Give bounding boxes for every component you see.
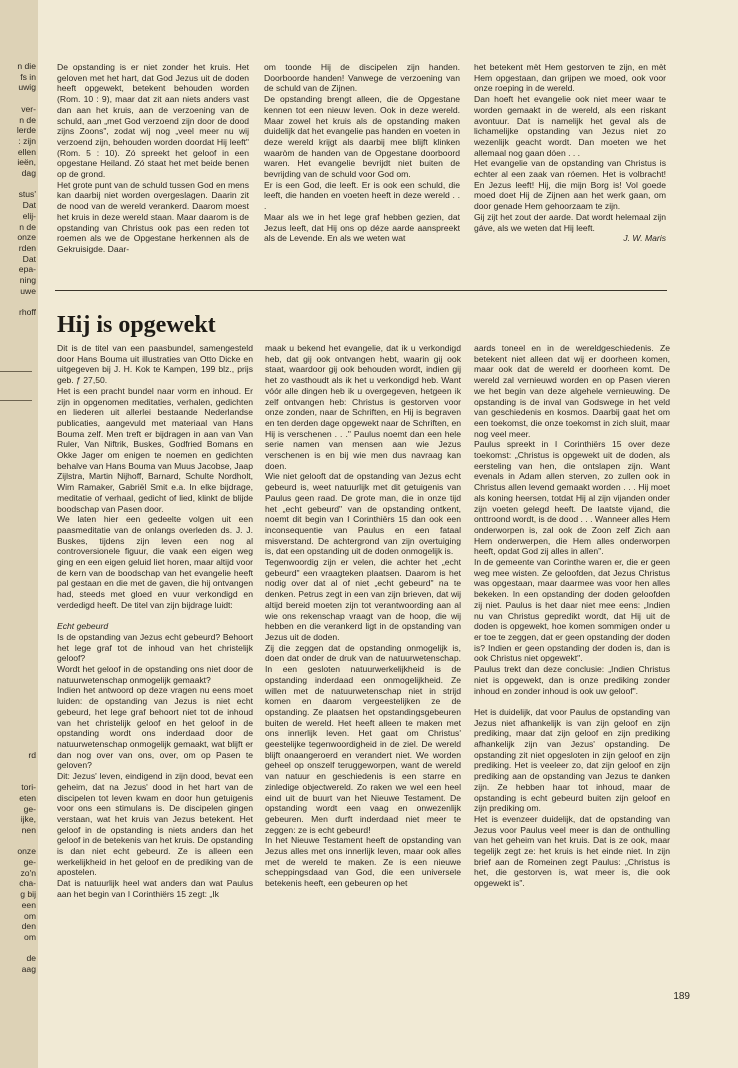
article-column-1 <box>57 343 253 900</box>
gutter-text-fragment: ge- <box>23 803 36 814</box>
paragraph: Zij die zeggen dat de opstanding onmogelijk is, doen dat onder de druk van de natuurwetenschap. In een gesloten natuurwerkelijkheid is de opstanding inderdaad een onmogelijkheid. Ze willen met de natuurwetenschap niet in strijd komen en daarom vergeestelijken ze de opstanding. Ze plaatsen het opstandingsgebeuren buiten de wereld. Het heeft alleen te maken met ons innerlijk leven. Het gaat om Christus' geestelijke tegenwoordigheid in de ziel. De wereld blijft onaangeroerd en verandert niet. We worden geheel op onszelf teruggeworpen, want de wereld van natuur en geschiedenis is een starre en zinledige objectwereld. Zo raken we wel een heel eind uit de buurt van het Nieuwe Testament. De opstanding wordt een vaag en onwezenlijk gebeuren. Men durft inderdaad niet meer te zeggen: ze is echt gebeurd! <box>265 642 461 835</box>
section-divider <box>55 290 667 291</box>
gutter-text-fragment: ijke, <box>20 814 36 825</box>
paragraph: maak u bekend het evangelie, dat ik u verkondigd heb, dat gij ook ontvangen hebt, waarin gij ook staat, waardoor gij ook behouden wordt, indien gij het zo vasthoudt als ik het u verkondigd heb. Want vóór alle dingen heb ik u overgegeven, hetgeen ik zelf ontvangen heb: Christus is gestorven voor onze zonden, naar de Schriften, en Hij is begraven en ten derden dage opgewekt naar de Schriften, en Hij is verschenen . . ." Paulus noemt dan een hele serie namen van mensen aan wie Jezus verschenen is en bij wie men dus navraag kan doen. <box>265 343 461 471</box>
paragraph: In de gemeente van Corinthe waren er, die er geen weg mee wisten. Ze geloofden, dat Jezus Christus was opgestaan, maar daarmee was voor hen alles bekeken. In een opstanding der doden geloofden zij niet. Paulus is het daar niet mee eens: „Indien nu van Christus gepredikt wordt, dat Hij uit de doden is opgewekt, hoe komen sommigen onder u er toe te zeggen, dat er geen opstanding der doden is? Indien er geen opstanding der doden is, dan is ook Christus niet opgewekt". <box>474 557 670 664</box>
paragraph: Er is een God, die leeft. Er is ook een schuld, die leeft, die handen en voeten heeft in deze wereld . . . <box>264 179 460 212</box>
gutter-text-fragment: dag <box>21 168 36 178</box>
article-column-2 <box>265 343 461 889</box>
paragraph: Dat is natuurlijk heel wat anders dan wat Paulus aan het begin van I Corinthiërs 15 zegt: „Ik <box>57 878 253 899</box>
paragraph: Het is duidelijk, dat voor Paulus de opstanding van Jezus niet afhankelijk is van zijn geloof en zijn prediking, maar dat zijn geloof en zijn prediking afhankelijk zijn van Jezus' opstanding. De opstanding zit niet opgesloten in zijn geloof en zijn prediking. Het is veeleer zo, dat zijn geloof en zijn prediking aan de opstanding van Jezus te danken zijn. Ze hebben haar tot inhoud, maar de opstanding is echt gebeurd buiten zijn geloof en zijn prediking om. <box>474 706 670 814</box>
gutter-text-fragment: cha- <box>19 878 36 889</box>
paragraph: Het evangelie van de opstanding van Christus is echter al een zaak van róemen. Het is volbracht! En Jezus leeft! Hij, die mijn Borg is! Vol goede moed doet Hij de Zijnen aan het werk gaan, om door genade Hem gehoorzaam te zijn. <box>474 158 666 212</box>
gutter-text-fragment: zo'n <box>20 867 36 878</box>
gutter-text-fragment: n de <box>19 221 36 232</box>
gutter-rule <box>0 400 32 401</box>
gutter-text-fragment: een <box>21 899 36 910</box>
paragraph: De opstanding brengt alleen, die de Opgestane kennen tot een nieuw leven. Ook in deze wereld. Maar zowel het kruis als de opstanding maken duidelijk dat het evangelie pas handen en voeten in deze wereld krijgt als daarbij mee blijft klinken waaròm de handen van de Opgestane doorboord waren. Het evangelie bevrijdt niet buiten de bevrijding van de schuld voor God om. <box>264 94 460 180</box>
gutter-text-fragment: g bij <box>20 889 36 900</box>
gutter-text-fragment: Dat <box>22 200 36 211</box>
gutter-text-fragment: stus' <box>18 189 36 200</box>
gutter-text-fragment: n die <box>17 61 36 71</box>
paragraph: We laten hier een gedeelte volgen uit een paasmeditatie van de onlangs overleden ds. J. J. Buskes, tijdens zijn leven een nog al controversionele figuur, die vaak een eigen weg ging en een eigen geluid liet horen, maar altijd voor de kern van de boodschap van het evangelie heeft pal gestaan en die met de gaven, die hij ontvangen had, steeds met gloed en vuur verkondigd en verdedigd heeft. De titel van zijn bijdrage luidt: <box>57 514 253 610</box>
paragraph: Paulus trekt dan deze conclusie: „Indien Christus niet is opgewekt, dan is onze prediking zonder inhoud en zonder inhoud is ook uw geloof". <box>474 664 670 696</box>
paragraph: Maar als we in het lege graf hebben gezien, dat Jezus leeft, dat Hij ons op déze aarde aanspreekt als de Levende. En als we weten wat <box>264 211 460 244</box>
gutter-text-fragment: rd <box>28 750 36 760</box>
gutter-text-fragment: de <box>26 953 36 964</box>
gutter-text-fragment: onze <box>17 846 36 857</box>
paragraph: Gij zijt het zout der aarde. Dat wordt helemaal zijn gáve, als we weten dat Hij leeft. <box>474 211 666 233</box>
gutter-text-fragment: den <box>21 921 36 932</box>
previous-page-margin <box>0 0 38 1068</box>
paragraph: Het grote punt van de schuld tussen God en mens kan daarbij niet worden overgeslagen. Daarin zit de nood van de wereld verankerd. Daarom moest het kruis in deze wereld staan. Maar daarom is de opstanding van Christus ook pas een reden tot roemen als we de Opgestane herkennen als de Gekruisigde. Daar- <box>57 179 249 254</box>
gutter-text-fragment: om <box>24 931 36 942</box>
paragraph: Indien het antwoord op deze vragen nu eens moet luiden: de opstanding van Jezus is niet echt gebeurd, het lege graf behoort niet tot de inhoud van het christelijk geloof en het geloof in de opstanding wordt ons inderdaad door de natuurwetenschap onmogelijk gemaakt, wat blijft er dan nog over van ons, over, om op Pasen te geloven? <box>57 685 253 771</box>
top-article-column-3 <box>474 62 666 244</box>
paragraph: aards toneel en in de wereldgeschiedenis. Ze betekent niet alleen dat wij er doorheen komen, maar ook dat de wereld er doorheen komt. De wereld zal vernieuwd worden en op Pasen vieren we het begin van deze algehele vernieuwing. De opstanding is de inval van Godswege in het veld van geschiedenis en kosmos. Daarbij gaat het om een toekomst, die onze toekomst in zich sluit, maar nog veel meer. <box>474 343 670 439</box>
top-article-column-2 <box>264 62 460 244</box>
paragraph: Het is evenzeer duidelijk, dat de opstanding van Jezus voor Paulus veel meer is dan de onthulling van het geheim van het kruis. Dat is ze ook, maar tegelijk zegt ze: het kruis is het einde niet. In zijn brief aan de Romeinen zegt Paulus: „Christus is het, die gestorven is, wat meer is, die ook opgewekt is". <box>474 813 670 889</box>
gutter-text-fragment: ning <box>19 275 36 285</box>
gutter-text-fragment: ieën, <box>17 157 36 168</box>
gutter-text-fragment: aag <box>21 964 36 974</box>
gutter-text-fragment: Dat <box>22 253 36 264</box>
gutter-text-fragment: rden <box>18 242 36 253</box>
gutter-text-fragment: onze <box>17 232 36 243</box>
paragraph: om toonde Hij de discipelen zijn handen. Doorboorde handen! Vanwege de verzoening van de schuld van de Zijnen. <box>264 62 460 94</box>
paragraph: Dit: Jezus' leven, eindigend in zijn dood, bevat een geheim, dat na Jezus' dood in het hart van de discipelen tot leven kwam en door hun getuigenis voor ons een stimulans is. De discipelen gingen verstaan, wat het kruis van Jezus betekent. Het geloof in de opstanding is niets anders dan het geloof in de betekenis van het kruis. De opstanding is dan niet echt gebeurd. Ze is alleen een werkelijkheid in het geloof en de prediking van de apostelen. <box>57 771 253 878</box>
paragraph: Wordt het geloof in de opstanding ons niet door de natuurwetenschap onmogelijk gemaakt? <box>57 664 253 685</box>
gutter-text-fragment: epa- <box>18 264 36 275</box>
gutter-text-fragment: uwe <box>20 285 36 296</box>
gutter-text-fragment: ge- <box>23 857 36 867</box>
gutter-text-fragment: om <box>24 910 36 921</box>
paragraph: Wie niet gelooft dat de opstanding van Jezus echt gebeurd is, weet natuurlijk met dit getuigenis van Paulus geen raad. De grote man, die in onze tijd het „echt gebeurd" van de opstanding ontkent, noemt dit begin van I Corinthiërs 15 dan ook een inconsequentie van Paulus en een fataal misverstand. De achtergrond van zijn overtuiging is, dat een opstanding uit de doden onmogelijk is. <box>265 471 461 557</box>
gutter-text-fragment: elij- <box>22 210 36 221</box>
gutter-text-fragment: uwig <box>18 82 36 93</box>
paragraph: Dan hoeft het evangelie ook niet meer waar te worden gemaakt in de wereld, als een riskant avontuur. Dat is namelijk het geval als de lichamelijke opstanding van Jezus niet zo wezenlijk geacht wordt. Dan moeten we het allemaal nog gaan dóen . . . <box>474 94 666 158</box>
gutter-text-fragment: fs in <box>20 71 36 82</box>
gutter-text-fragment: lerde <box>16 125 36 136</box>
paragraph: Tegenwoordig zijn er velen, die achter het „echt gebeurd" een vraagteken plaatsen. Daarom is het nodig over dat al of niet „echt gebeurd" na te denken. Petrus zegt in een van zijn brieven, dat wij altijd bereid moeten zijn tot verantwoording aan al wie ons rekenschap vraagt van de hoop, die wij hebben en die verankerd ligt in de opstanding van Jezus uit de doden. <box>265 557 461 642</box>
gutter-text-fragment: : zijn <box>18 135 36 146</box>
paragraph: In het Nieuwe Testament heeft de opstanding van Jezus alles met ons innerlijk leven, maar ook alles met de wereld te maken. Ze is een nieuwe scheppingsdaad van God, die een universele betekenis heeft, een gebeuren op het <box>265 835 461 889</box>
paragraph: De opstanding is er niet zonder het kruis. Het geloven met het hart, dat God Jezus uit de doden heeft opgewekt, betekent behouden worden (Rom. 10 : 9), maar dat zit aan niets anders vast dan aan het kruis, aan de verzoening van de schuld, aan „met God verzoend zijn door de dood zijns Zoons", zodat wij nog „veel meer nu wij verzoend zijn, behouden worden doordat Hij leeft" (Rom. 5 : 10). Zó spreekt het geloof in een opgestane Heiland. Zó staat het met beide benen op de grond. <box>57 62 249 180</box>
page-number: 189 <box>673 991 690 1002</box>
paragraph: het betekent mèt Hem gestorven te zijn, en mèt Hem opgestaan, dan grijpen we moed, ook voor onze roeping in de wereld. <box>474 62 666 94</box>
gutter-text-fragment: ver- <box>21 103 36 114</box>
article-title: Hij is opgewekt <box>57 312 216 338</box>
article-column-3 <box>474 343 670 889</box>
gutter-rule <box>0 371 32 372</box>
paragraph: Dit is de titel van een paasbundel, samengesteld door Hans Bouma uit illustraties van Otto Dicke en uitgegeven bij J. H. Kok te Kampen, 199 blz., prijs geb. ƒ 27,50. <box>57 343 253 386</box>
paragraph: Het is een pracht bundel naar vorm en inhoud. Er zijn in opgenomen meditaties, verhalen, gedichten en liederen uit allerlei bestaande Nederlandse publicaties, aangevuld met materiaal van Hans Bouma zelf. Men treft er bijdragen in aan van Van Ruler, Van Niftrik, Buskes, Godfried Bomans en Okke Jager om enigen te noemen en gedichten behalve van Hans Bouma van Muus Jacobse, Jaap Zijlstra, Martin Nijhoff, Barnard, Schulte Nordholt, Wim Ramaker, Gabriël Smit e.a. In elke bijdrage, meditatie of verhaal, gedicht of lied, klinkt de blijde boodschap van Pasen door. <box>57 385 253 514</box>
top-article-column-1 <box>57 62 249 255</box>
author-signature: J. W. Maris <box>623 233 666 244</box>
paragraph: Is de opstanding van Jezus echt gebeurd? Behoort het lege graf tot de inhoud van het christelijk geloof? <box>57 631 253 664</box>
gutter-text-fragment: eten <box>19 792 36 803</box>
gutter-text-fragment: ellen <box>17 146 36 157</box>
subheading: Echt gebeurd <box>57 621 109 632</box>
gutter-text-fragment: tori- <box>21 782 36 793</box>
gutter-text-fragment: rhoff <box>18 307 36 318</box>
gutter-text-fragment: nen <box>21 824 36 835</box>
gutter-text-fragment: n de <box>19 114 36 125</box>
paragraph: Paulus spreekt in I Corinthiërs 15 over deze toekomst: „Christus is opgewekt uit de doden, als eersteling van hen, die ontslapen zijn. Want evenals in Adam allen sterven, zo zullen ook in Christus allen levend gemaakt worden . . . Hij moet als koning heersen, totdat Hij al zijn vijanden onder zijn voeten gelegd heeft. De laatste vijand, die onttroond wordt, is de dood . . . Wanneer alles Hem onderworpen is, zal ook de Zoon zelf Zich aan Hem onderwerpen, die Hem alles onderworpen heeft, opdat God zij alles in allen". <box>474 439 671 557</box>
